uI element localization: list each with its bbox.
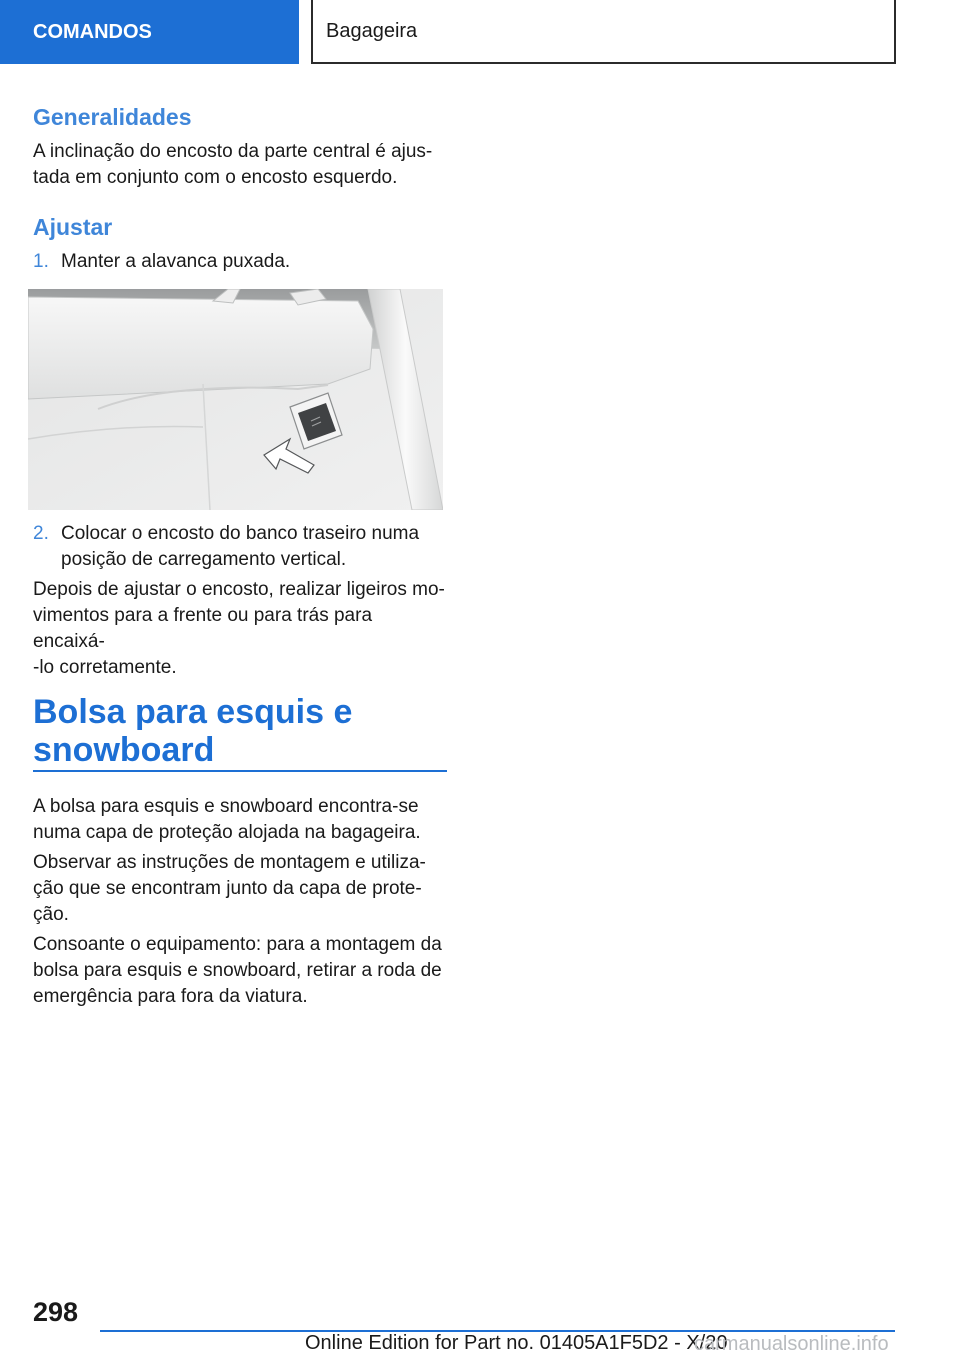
text-line: numa capa de proteção alojada na bagageira. — [33, 822, 421, 843]
text-line: Observar as instruções de montagem e utiliza- — [33, 852, 426, 873]
text-line: vimentos para a frente ou para trás para encaixá- — [33, 605, 373, 652]
step-text: Manter a alavanca puxada. — [61, 251, 291, 272]
step-number: 2. — [33, 523, 49, 544]
watermark-text: carmanualsonline.info — [694, 1333, 889, 1355]
seat-lever-drawing — [28, 289, 443, 510]
paragraph-bolsa-2 — [33, 850, 448, 928]
heading-bolsa — [33, 693, 448, 769]
text-line: A inclinação do encosto da parte central é ajus- — [33, 141, 433, 162]
text-line: Colocar o encosto do banco traseiro numa — [61, 523, 420, 544]
page-number: 298 — [33, 1297, 79, 1327]
text-line: tada em conjunto com o encosto esquerdo. — [33, 167, 398, 188]
seat-lever-illustration — [28, 289, 443, 510]
step-2 — [33, 521, 448, 573]
heading-line: Bolsa para esquis e — [33, 693, 353, 731]
text-line: Consoante o equipamento: para a montagem da — [33, 934, 442, 955]
text-line: -lo corretamente. — [33, 657, 177, 678]
paragraph-generalidades — [33, 139, 448, 191]
chapter-tab-label: Bagageira — [326, 19, 418, 42]
footer-edition: Online Edition for Part no. 01405A1F5D2 - X/20 — [305, 1332, 728, 1354]
paragraph-bolsa-1 — [33, 794, 448, 846]
paragraph-after-adjust — [33, 577, 448, 681]
section-tab-label: COMANDOS — [33, 20, 152, 43]
step-text — [61, 521, 448, 573]
text-line: ção. — [33, 904, 69, 925]
heading-generalidades: Generalidades — [33, 104, 192, 130]
heading-divider — [33, 770, 447, 772]
section-tab — [0, 0, 299, 64]
paragraph-bolsa-3 — [33, 932, 448, 1010]
heading-ajustar: Ajustar — [33, 214, 113, 240]
step-number: 1. — [33, 251, 49, 272]
text-line: Depois de ajustar o encosto, realizar ligeiros mo- — [33, 579, 445, 600]
text-line: ção que se encontram junto da capa de prote- — [33, 878, 422, 899]
heading-line: snowboard — [33, 731, 215, 769]
text-line: bolsa para esquis e snowboard, retirar a roda de — [33, 960, 442, 981]
chapter-tab — [311, 0, 896, 64]
text-line: emergência para fora da viatura. — [33, 986, 308, 1007]
step-1 — [33, 249, 448, 275]
text-line: A bolsa para esquis e snowboard encontra-se — [33, 796, 419, 817]
text-line: posição de carregamento vertical. — [61, 549, 347, 570]
